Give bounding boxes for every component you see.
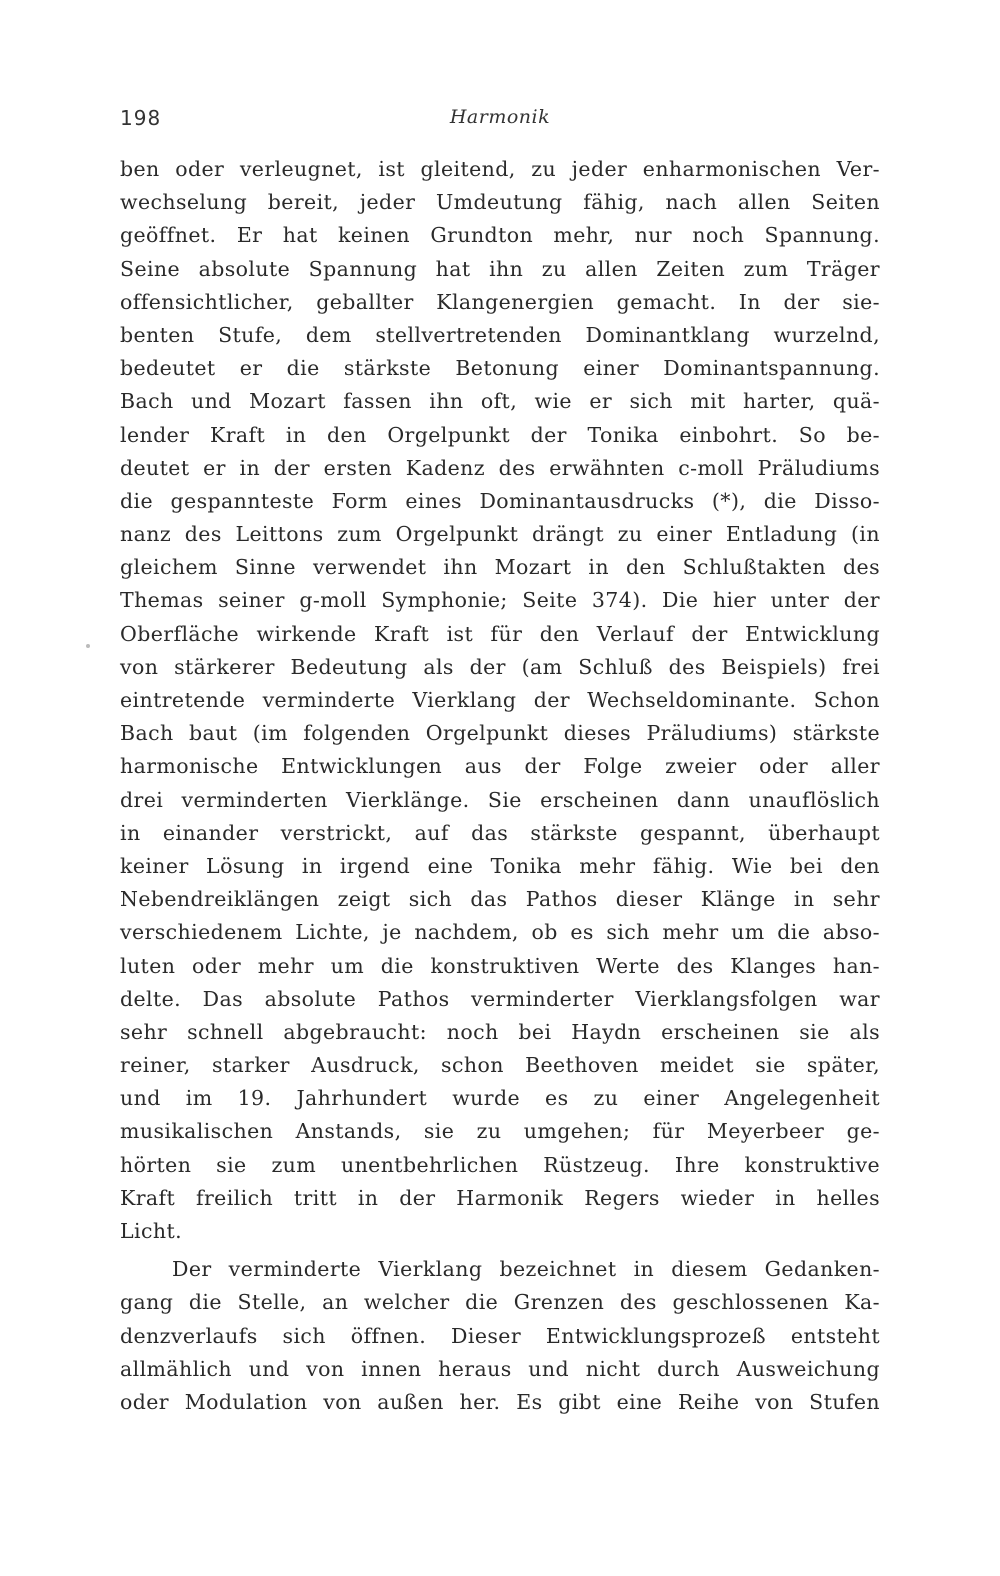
text-line: allmählich und von innen heraus und nicht durch Ausweichung bbox=[120, 1356, 880, 1381]
text-line: reiner, starker Ausdruck, schon Beethoven meidet sie später, bbox=[120, 1053, 880, 1078]
text-line: ben oder verleugnet, ist gleitend, zu jeder enharmonischen Ver- bbox=[120, 157, 880, 181]
text-line: und im 19. Jahrhundert wurde es zu einer Angelegenheit bbox=[120, 1086, 880, 1111]
text-line: Seine absolute Spannung hat ihn zu allen Zeiten zum Träger bbox=[120, 256, 880, 281]
text-line: Kraft freilich tritt in der Harmonik Regers wieder in helles bbox=[120, 1185, 880, 1210]
text-line: Bach und Mozart fassen ihn oft, wie er sich mit harter, quä- bbox=[120, 389, 880, 414]
text-line: die gespannteste Form eines Dominantausdrucks (*), die Disso- bbox=[120, 488, 880, 513]
text-line: Themas seiner g-moll Symphonie; Seite 374). Die hier unter der bbox=[120, 588, 880, 613]
text-line: lender Kraft in den Orgelpunkt der Tonika einbohrt. So be- bbox=[120, 422, 880, 447]
text-line: Bach baut (im folgenden Orgelpunkt dieses Präludiums) stärkste bbox=[120, 721, 880, 746]
text-line: Nebendreiklängen zeigt sich das Pathos dieser Klänge in sehr bbox=[120, 887, 880, 912]
page-number: 198 bbox=[120, 106, 162, 130]
text-line: harmonische Entwicklungen aus der Folge zweier oder aller bbox=[120, 754, 880, 779]
text-line: von stärkerer Bedeutung als der (am Schluß des Beispiels) frei bbox=[120, 654, 880, 679]
text-line: verschiedenem Lichte, je nachdem, ob es sich mehr um die abso- bbox=[120, 920, 880, 945]
body-text bbox=[120, 153, 880, 1419]
text-line: gang die Stelle, an welcher die Grenzen des geschlossenen Ka- bbox=[120, 1290, 880, 1315]
text-line: drei verminderten Vierklänge. Sie erscheinen dann unauflöslich bbox=[120, 787, 880, 812]
paragraph-1 bbox=[120, 153, 880, 1248]
text-line: wechselung bereit, jeder Umdeutung fähig, nach allen Seiten bbox=[120, 190, 880, 215]
paragraph-2 bbox=[120, 1253, 880, 1419]
text-line: sehr schnell abgebraucht: noch bei Haydn erscheinen sie als bbox=[120, 1019, 880, 1044]
text-line: Der verminderte Vierklang bezeichnet in diesem Gedanken- bbox=[172, 1257, 880, 1282]
text-line: hörten sie zum unentbehrlichen Rüstzeug. Ihre konstruktive bbox=[120, 1152, 880, 1177]
text-line: Oberfläche wirkende Kraft ist für den Verlauf der Entwicklung bbox=[120, 621, 880, 646]
running-head: Harmonik bbox=[449, 106, 551, 128]
text-line: luten oder mehr um die konstruktiven Werte des Klanges han- bbox=[120, 953, 880, 978]
text-line: bedeutet er die stärkste Betonung einer Dominantspannung. bbox=[120, 356, 880, 381]
text-line: oder Modulation von außen her. Es gibt eine Reihe von Stufen bbox=[120, 1389, 880, 1414]
text-line: eintretende verminderte Vierklang der Wechseldominante. Schon bbox=[120, 688, 880, 712]
text-line: offensichtlicher, geballter Klangenergien gemacht. In der sie- bbox=[120, 289, 880, 314]
text-line: keiner Lösung in irgend eine Tonika mehr fähig. Wie bei den bbox=[120, 853, 880, 878]
text-line: delte. Das absolute Pathos verminderter Vierklangsfolgen war bbox=[120, 986, 880, 1011]
text-line: deutet er in der ersten Kadenz des erwähnten c-moll Präludiums bbox=[120, 455, 880, 480]
text-line: denzverlaufs sich öffnen. Dieser Entwicklungsprozeß entsteht bbox=[120, 1323, 880, 1348]
text-line: Licht. bbox=[120, 1219, 183, 1243]
page-header bbox=[120, 106, 880, 146]
text-line: musikalischen Anstands, sie zu umgehen; für Meyerbeer ge- bbox=[120, 1119, 880, 1144]
text-line: geöffnet. Er hat keinen Grundton mehr, nur noch Spannung. bbox=[120, 223, 880, 248]
text-line: benten Stufe, dem stellvertretenden Dominantklang wurzelnd, bbox=[120, 322, 880, 347]
text-line: in einander verstrickt, auf das stärkste gespannt, überhaupt bbox=[120, 820, 880, 845]
text-line: nanz des Leittons zum Orgelpunkt drängt zu einer Entladung (in bbox=[120, 522, 880, 547]
margin-dot-mark bbox=[86, 644, 90, 648]
text-line: gleichem Sinne verwendet ihn Mozart in den Schlußtakten des bbox=[120, 555, 880, 580]
